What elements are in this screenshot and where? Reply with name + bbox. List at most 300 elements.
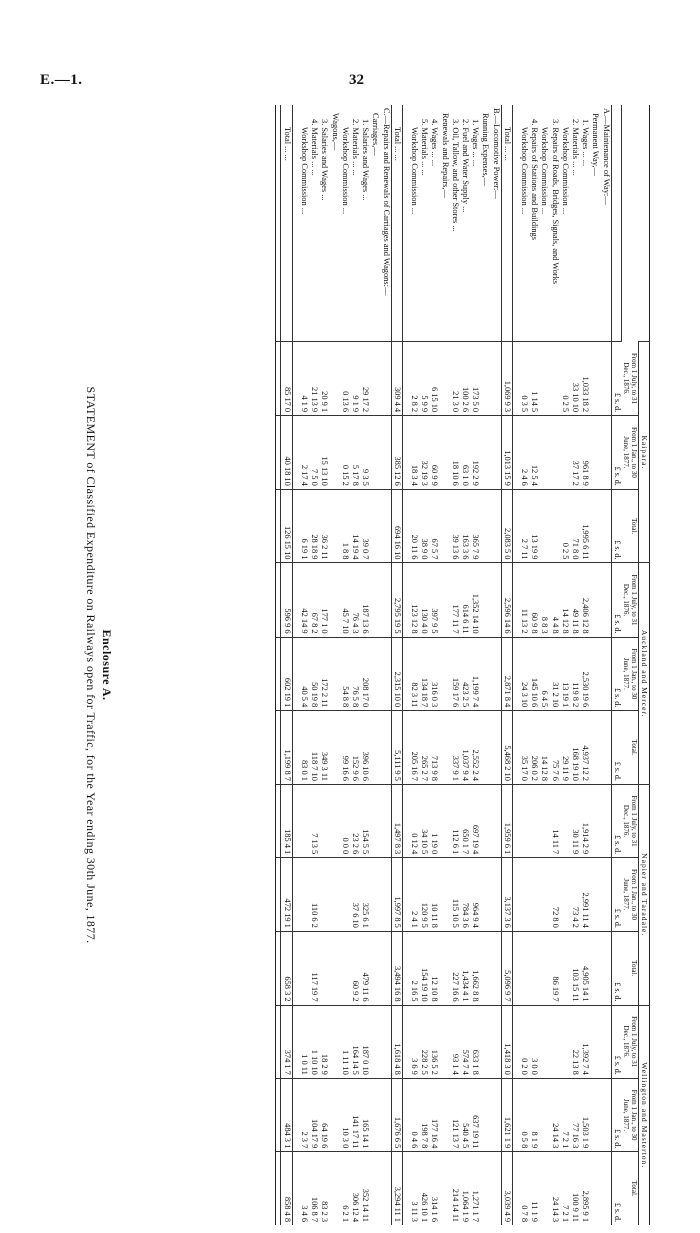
value-cell: 426 10 1 [419,1152,429,1225]
value-cell [539,342,549,416]
empty-cell [600,858,611,932]
value-cell [590,931,600,1005]
value-cell: 7 2 1 [560,1152,570,1225]
empty-cell [512,931,519,1005]
value-cell [329,637,339,711]
spacer-row [402,105,409,1225]
value-cell: 2 4 6 [519,416,529,490]
total-value-cell: 185 4 1 [281,784,292,857]
value-cell [370,1005,380,1078]
value-cell: 75 7 6 [549,711,559,785]
total-value-cell: 3,294 11 1 [391,1152,402,1225]
row-label: Permanent Way,— [591,113,601,176]
unit-cell: £ s. d. [611,711,622,785]
value-cell [439,416,449,490]
value-cell: 24 3 10 [519,637,529,711]
empty-cell [490,416,501,490]
value-cell [590,637,600,711]
value-cell [560,858,570,932]
spacer-row [512,105,519,1225]
row-label: 3. Repairs of Roads, Bridges, Signals, and Works [550,119,560,285]
value-cell: 141 17 11 [350,1078,360,1151]
empty-cell [276,489,281,563]
value-cell [480,784,490,857]
value-cell [370,637,380,711]
empty-cell [402,416,409,490]
value-cell: 86 19 7 [549,931,559,1005]
value-cell [370,711,380,785]
value-cell: 2,406 12 8 [580,563,590,637]
value-cell: 93 1 4 [450,1005,460,1078]
value-cell [439,1152,449,1225]
value-cell: 115 10 5 [450,858,460,932]
empty-cell [292,784,299,857]
row-label: 1. Salaries and Wages ... [361,119,371,201]
value-cell: 7 5 0 [309,416,319,490]
value-cell: 2 17 4 [299,416,309,490]
empty-cell [512,858,519,932]
value-cell: 2 4 1 [409,858,419,932]
row-label: Carriages,— [371,113,381,156]
value-cell: 123 12 8 [409,563,419,637]
empty-cell [380,563,391,637]
value-cell: 14 11 7 [549,784,559,857]
value-cell: 3 6 9 [409,1005,419,1078]
period-header-total: Total. [622,489,639,563]
empty-cell [600,784,611,857]
value-cell: 198 7 8 [419,1078,429,1151]
value-cell [539,858,549,932]
value-cell: 6 19 1 [299,489,309,563]
value-cell: 67 8 2 [309,563,319,637]
value-cell [539,1005,549,1078]
total-value-cell: 3,494 16 8 [391,931,402,1005]
empty-cell [402,858,409,932]
value-cell: 1,064 1 9 [460,1152,470,1225]
value-cell [329,416,339,490]
value-cell [480,342,490,416]
value-cell [590,563,600,637]
total-value-cell: 1,997 8 5 [391,858,402,932]
total-value-cell: 1,959 6 1 [501,784,512,857]
total-value-cell: 5,468 2 10 [501,711,512,785]
value-cell: 159 17 6 [450,637,460,711]
total-value-cell: 658 3 2 [281,931,292,1005]
empty-cell [292,416,299,490]
unit-cell: £ s. d. [611,637,622,711]
unit-label-cell [611,105,622,342]
empty-cell [276,1005,281,1078]
period-header-from-july: From 1 July, to 31 Dec., 1876. [622,1005,639,1078]
value-cell: 20 11 6 [409,489,419,563]
unit-cell: £ s. d. [611,342,622,416]
empty-cell [292,931,299,1005]
empty-cell [600,931,611,1005]
value-cell [370,784,380,857]
empty-cell [402,563,409,637]
table-row [470,105,480,1225]
value-cell: 36 2 11 [319,489,329,563]
value-cell [329,563,339,637]
value-cell [549,489,559,563]
empty-cell [402,105,409,342]
value-cell [329,342,339,416]
value-cell [519,931,529,1005]
empty-cell [600,1078,611,1151]
empty-cell [292,1078,299,1151]
value-cell: 1,662 8 8 [470,931,480,1005]
value-cell: 1,434 4 1 [460,931,470,1005]
total-value-cell: 694 16 10 [391,489,402,563]
unit-cell: £ s. d. [611,931,622,1005]
value-cell: 18 10 6 [450,416,460,490]
value-cell: 37 17 2 [570,416,580,490]
period-header-from-july: From 1 July, to 31 Dec., 1876. [622,563,639,637]
value-cell [340,858,350,932]
value-cell: 63 1 0 [460,416,470,490]
statement-body [276,105,611,1225]
table-row [419,105,429,1225]
empty-cell [490,711,501,785]
rotated-statement-sheet [80,105,650,1225]
value-cell [319,931,329,1005]
value-cell: 265 2 7 [419,711,429,785]
value-cell: 177 11 7 [450,563,460,637]
value-cell: 39 0 7 [360,489,370,563]
unit-cell: £ s. d. [611,416,622,490]
empty-cell [512,1005,519,1078]
value-cell: 187 0 10 [360,1005,370,1078]
value-cell: 130 4 0 [419,563,429,637]
total-value-cell: 385 12 6 [391,416,402,490]
value-cell: 713 9 8 [429,711,439,785]
table-row [519,105,529,1225]
value-cell: 0 7 8 [519,1152,529,1225]
value-cell [560,416,570,490]
period-header-total: Total. [622,931,639,1005]
value-cell: 5 17 8 [350,416,360,490]
row-label: Workshop Commission ... [540,127,550,215]
value-cell: 13 19 9 [529,489,539,563]
total-value-cell: 2,871 8 4 [501,637,512,711]
value-cell: 0 3 5 [519,342,529,416]
section-title: B.—Locomotive Power:— [491,108,501,199]
total-value-cell: 602 19 1 [281,637,292,711]
empty-cell [490,563,501,637]
total-value-cell: 1,497 8 3 [391,784,402,857]
group-header-auckland: Auckland and Mercer. [638,563,649,784]
value-cell [590,784,600,857]
value-cell: 397 9 5 [429,563,439,637]
value-cell [480,1005,490,1078]
value-cell: 64 19 6 [319,1078,329,1151]
value-cell: 316 0 3 [429,637,439,711]
empty-cell [380,1152,391,1225]
empty-cell [292,1005,299,1078]
value-cell [539,489,549,563]
row-label: 4. Materials ... ... [310,119,320,176]
value-cell: 1,914 2 9 [580,784,590,857]
value-cell: 40 5 4 [299,637,309,711]
value-cell: 104 17 9 [309,1078,319,1151]
row-label: 4. Repairs of Stations and Buildings [530,119,540,240]
value-cell: 4 4 8 [549,563,559,637]
value-cell: 325 6 1 [360,858,370,932]
page-number: 32 [349,72,364,88]
value-cell: 1,199 7 4 [470,637,480,711]
value-cell: 5 9 9 [419,342,429,416]
empty-cell [490,489,501,563]
value-cell: 11 13 2 [519,563,529,637]
row-label: Workshop Commission ... [560,127,570,215]
value-cell [480,858,490,932]
total-value-cell: 40 18 10 [281,416,292,490]
empty-cell [380,858,391,932]
value-cell: 37 6 10 [350,858,360,932]
empty-cell [292,858,299,932]
value-cell: 60 9 9 [429,416,439,490]
expenditure-table [276,105,651,1225]
value-cell: 1,503 1 9 [580,1078,590,1151]
value-cell [329,489,339,563]
empty-cell [276,931,281,1005]
total-value-cell: 858 4 8 [281,1152,292,1225]
value-cell: 14 12 8 [560,563,570,637]
value-cell: 134 18 7 [419,637,429,711]
value-cell: 1 10 10 [309,1005,319,1078]
row-label: Running Expenses,— [481,113,491,187]
total-value-cell: 1,418 3 0 [501,1005,512,1078]
value-cell [370,1078,380,1151]
period-header-from-july: From 1 July, to 31 Dec., 1876. [622,784,639,857]
period-header-from-jan: From 1 Jan., to 30 June, 1877. [622,858,639,932]
value-cell [480,931,490,1005]
empty-cell [490,342,501,416]
empty-cell [292,711,299,785]
value-cell: 206 0 2 [529,711,539,785]
empty-cell [276,342,281,416]
value-cell: 396 10 6 [360,711,370,785]
total-label: Total ... ... [501,105,512,342]
empty-cell [402,637,409,711]
empty-cell [276,711,281,785]
value-cell: 314 1 6 [429,1152,439,1225]
value-cell: 14 12 8 [539,711,549,785]
value-cell: 60 9 2 [350,931,360,1005]
value-cell [439,637,449,711]
empty-cell [292,637,299,711]
total-value-cell: 2,083 5 0 [501,489,512,563]
empty-cell [600,711,611,785]
row-label: Workshop Commission ... [299,127,309,215]
value-cell: 12 5 4 [529,416,539,490]
value-cell [480,637,490,711]
value-cell: 100 2 6 [460,342,470,416]
value-cell: 0 2 5 [560,342,570,416]
value-cell: 9 3 5 [360,416,370,490]
value-cell [480,416,490,490]
empty-cell [380,489,391,563]
value-cell: 1,033 18 2 [580,342,590,416]
value-cell: 2 8 2 [409,342,419,416]
value-cell: 2 16 5 [409,931,419,1005]
value-cell: 154 19 10 [419,931,429,1005]
table-row [549,105,559,1225]
row-label: 1. Wages ... ... [581,119,591,167]
value-cell: 163 3 6 [460,489,470,563]
group-header-wellington: Wellington and Masterton. [638,1005,649,1225]
value-cell [590,711,600,785]
value-cell: 1,037 9 4 [460,711,470,785]
unit-cell: £ s. d. [611,1152,622,1225]
value-cell: 29 11 9 [560,711,570,785]
value-cell: 45 7 10 [340,563,350,637]
empty-cell [292,563,299,637]
empty-cell [512,1152,519,1225]
row-label: Workshop Commission ... [409,127,419,215]
value-cell [549,1005,559,1078]
value-cell [549,416,559,490]
table-row [580,105,590,1225]
empty-cell [512,342,519,416]
value-cell: 18 2 9 [319,1005,329,1078]
value-cell: 119 8 2 [570,637,580,711]
value-cell: 479 11 6 [360,931,370,1005]
value-cell: 574 7 4 [460,1005,470,1078]
value-cell [480,563,490,637]
value-cell: 60 9 8 [529,563,539,637]
value-cell: 228 2 5 [419,1005,429,1078]
empty-cell [402,931,409,1005]
value-cell: 961 8 9 [580,416,590,490]
empty-cell [490,637,501,711]
total-value-cell: 5,111 9 5 [391,711,402,785]
table-row [529,105,539,1225]
value-cell: 365 7 9 [470,489,480,563]
value-cell: 187 13 6 [360,563,370,637]
table-row [570,105,580,1225]
value-cell: 34 10 5 [419,784,429,857]
value-cell: 15 13 10 [319,416,329,490]
value-cell [319,858,329,932]
value-cell: 337 9 1 [450,711,460,785]
total-value-cell: 484 3 1 [281,1078,292,1151]
row-label: 2. Fuel and Water Supply ... [460,119,470,213]
value-cell [439,784,449,857]
section-title: A.—Maintenance of Way:— [601,108,611,205]
table-row [329,105,339,1225]
value-cell [590,1078,600,1151]
value-cell: 192 2 9 [470,416,480,490]
row-label: 4. Wages ... ... [430,119,440,167]
value-cell: 168 19 10 [570,711,580,785]
row-label: 3. Oil, Tallow, and other Stores ... [450,119,460,232]
value-cell [439,931,449,1005]
empty-cell [380,711,391,785]
value-cell [539,784,549,857]
section-title-row [380,105,391,1225]
row-label: 5. Materials ... ... [420,119,430,176]
value-cell: 7 2 1 [560,1078,570,1151]
value-cell [370,416,380,490]
value-cell [529,784,539,857]
total-value-cell: 309 4 4 [391,342,402,416]
value-cell: 1 8 8 [340,489,350,563]
value-cell: 2 3 7 [299,1078,309,1151]
value-cell: 423 2 5 [460,637,470,711]
value-cell: 964 9 4 [470,858,480,932]
value-cell: 100 9 11 [570,1152,580,1225]
value-cell: 49 11 8 [570,563,580,637]
table-row [409,105,419,1225]
table-row [370,105,380,1225]
value-cell: 106 8 7 [309,1152,319,1225]
value-cell [590,1005,600,1078]
value-cell [329,1005,339,1078]
period-header-from-jan: From 1 Jan., to 30 June, 1877. [622,1078,639,1151]
table-row [560,105,570,1225]
value-cell: 76 4 3 [350,563,360,637]
value-cell [560,1005,570,1078]
empty-cell [276,1078,281,1151]
empty-cell [276,1152,281,1225]
total-value-cell: 5,096 9 7 [501,931,512,1005]
value-cell: 2 7 11 [519,489,529,563]
row-label: 1. Wages ... ... [471,119,481,167]
total-value-cell: 472 19 1 [281,858,292,932]
empty-cell [512,489,519,563]
empty-cell [490,858,501,932]
group-header-row [638,105,649,1225]
value-cell: 614 6 11 [460,563,470,637]
value-cell [370,563,380,637]
value-cell: 30 11 9 [570,784,580,857]
unit-cell: £ s. d. [611,858,622,932]
total-value-cell: 596 9 6 [281,563,292,637]
value-cell [590,489,600,563]
value-cell: 2,895 9 1 [580,1152,590,1225]
row-label: 3. Salaries and Wages ... [320,119,330,201]
value-cell [539,1078,549,1151]
value-cell: 103 15 11 [570,931,580,1005]
value-cell: 2,552 2 4 [470,711,480,785]
value-cell: 349 3 11 [319,711,329,785]
value-cell: 164 14 5 [350,1005,360,1078]
value-cell: 71 8 0 [570,489,580,563]
table-row [480,105,490,1225]
value-cell: 540 4 5 [460,1078,470,1151]
unit-cell: £ s. d. [611,1005,622,1078]
value-cell: 42 14 9 [299,563,309,637]
total-label: Total ... ... [281,105,292,342]
section-title: C.—Repairs and Renewals of Carriages and Wagons:— [381,108,391,296]
period-header-total: Total. [622,711,639,785]
value-cell [299,858,309,932]
value-cell: 38 9 0 [419,489,429,563]
value-cell: 2,530 19 6 [580,637,590,711]
empty-cell [402,342,409,416]
empty-cell [490,1005,501,1078]
value-cell: 650 1 7 [460,784,470,857]
value-cell: 1 14 5 [529,342,539,416]
value-cell [590,416,600,490]
empty-cell [402,1078,409,1151]
unit-cell: £ s. d. [611,1078,622,1151]
value-cell [519,784,529,857]
value-cell: 21 13 9 [309,342,319,416]
value-cell [590,342,600,416]
item-column-header [622,105,650,342]
